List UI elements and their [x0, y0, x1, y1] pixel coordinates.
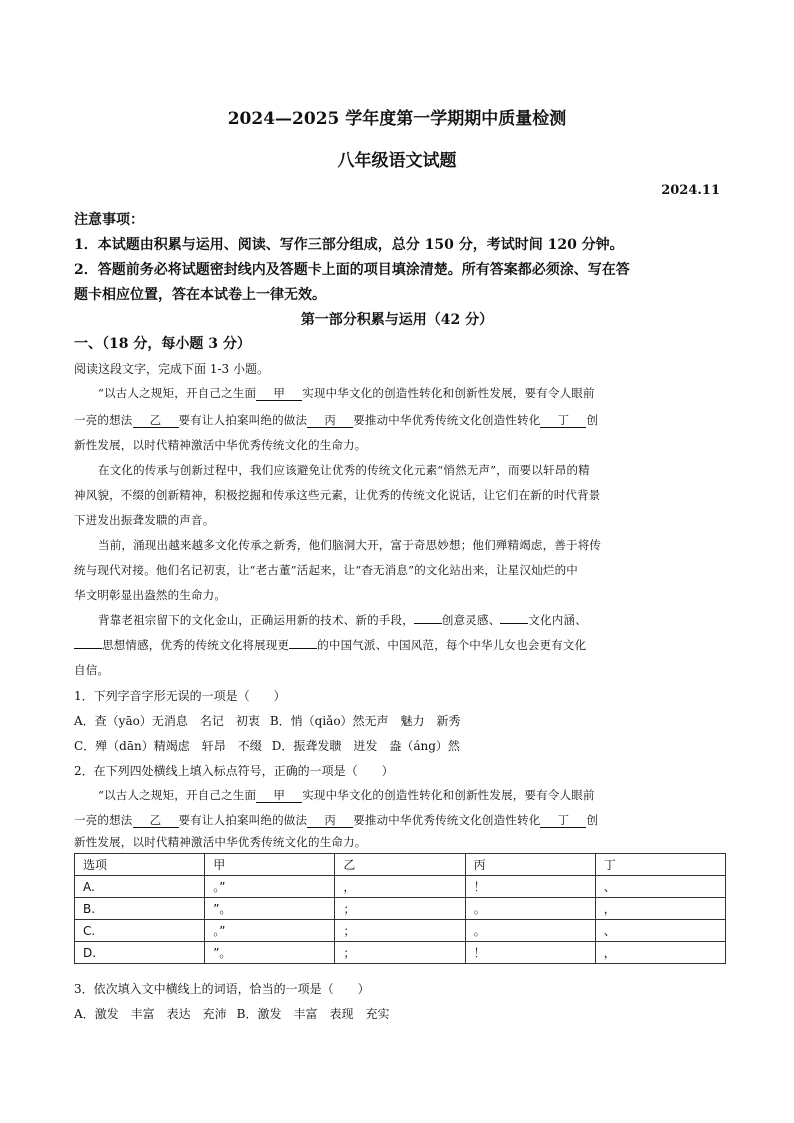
blank-ding: 丁 — [540, 414, 586, 428]
notice-item-1: 1．本试题由积累与运用、阅读、写作三部分组成，总分 150 分，考试时间 120 分钟。 — [74, 237, 624, 253]
q1-option-b[interactable]: B．悄（qiǎo）然无声 魅力 新秀 — [269, 714, 461, 728]
passage-p1-line-2: 一亮的想法 乙 要有让人拍案叫绝的做法 丙 要推动中华优秀传统文化创造性转化 丁 创 — [74, 413, 599, 427]
reading-instruction: 阅读这段文字，完成下面 1-3 小题。 — [74, 362, 269, 376]
exam-title: 2024—2025 学年度第一学期期中质量检测 — [227, 109, 567, 129]
q2-stem: 2．在下列四处横线上填入标点符号，正确的一项是（ ） — [74, 764, 394, 778]
table-header-cell: 乙 — [335, 854, 465, 876]
q1-option-d[interactable]: D．振聋发聩 迸发 盎（áng）然 — [271, 739, 460, 753]
table-cell: ； — [335, 942, 465, 964]
q2-passage-line-1: “以古人之规矩，开自己之生面 甲 实现中华文化的创造性转化和创新性发展，要有令人眼前 — [98, 788, 595, 802]
table-cell: ， — [335, 876, 465, 898]
q1-option-a[interactable]: A．查（yāo）无消息 名记 初衷 — [74, 714, 260, 728]
q2-blank-bing: 丙 — [307, 814, 353, 828]
table-cell: A. — [75, 876, 205, 898]
table-header-cell: 选项 — [75, 854, 205, 876]
table-cell: 、 — [595, 876, 725, 898]
blank-word-3 — [74, 648, 102, 649]
table-cell: ！ — [465, 876, 595, 898]
table-cell: 。 — [465, 920, 595, 942]
table-row[interactable] — [75, 920, 726, 942]
section-heading: 一、（18 分，每小题 3 分） — [74, 336, 251, 352]
table-cell: C. — [75, 920, 205, 942]
notice-item-2-line-2: 题卡相应位置，答在本试卷上一律无效。 — [74, 287, 326, 303]
q1-option-c[interactable]: C．殚（dān）精竭虑 轩昂 不缀 — [74, 739, 262, 753]
q1-stem: 1．下列字音字形无误的一项是（ ） — [74, 689, 286, 703]
passage-p2-line-1: 在文化的传承与创新过程中，我们应该避免让优秀的传统文化元素“悄然无声”，而要以轩昂的精 — [98, 463, 590, 477]
table-cell: ， — [595, 942, 725, 964]
passage-p3-line-3: 华文明彰显出盎然的生命力。 — [74, 588, 227, 602]
notice-item-2-line-1: 2．答题前务必将试题密封线内及答题卡上面的项目填涂清楚。所有答案都必须涂、写在答 — [74, 262, 630, 278]
notice-heading: 注意事项： — [74, 212, 144, 228]
part1-title: 第一部分积累与运用（42 分） — [300, 312, 494, 328]
table-row[interactable] — [75, 876, 726, 898]
passage-p1-line-3: 新性发展，以时代精神激活中华优秀传统文化的生命力。 — [74, 438, 367, 452]
table-cell: ， — [595, 898, 725, 920]
q2-answer-table — [74, 853, 726, 964]
table-cell: D. — [75, 942, 205, 964]
table-header-cell: 甲 — [205, 854, 335, 876]
table-header-cell: 丙 — [465, 854, 595, 876]
blank-word-4 — [289, 648, 317, 649]
q3-stem: 3．依次填入文中横线上的词语，恰当的一项是（ ） — [74, 982, 370, 996]
passage-p3-line-2: 统与现代对接。他们名记初衷，让“老古董”活起来，让“杳无消息”的文化站出来，让星汉灿烂的中 — [74, 563, 579, 577]
blank-word-2 — [500, 623, 528, 624]
blank-jia: 甲 — [256, 387, 302, 401]
q2-blank-jia: 甲 — [256, 789, 302, 803]
q2-blank-yi: 乙 — [133, 814, 179, 828]
passage-p2-line-3: 下迸发出振聋发聩的声音。 — [74, 513, 215, 527]
table-row[interactable] — [75, 942, 726, 964]
q2-blank-ding: 丁 — [540, 814, 586, 828]
q2-passage-line-3: 新性发展，以时代精神激活中华优秀传统文化的生命力。 — [74, 835, 367, 849]
table-cell: 。 — [465, 898, 595, 920]
q3-options-row-1 — [74, 1005, 390, 1022]
q1-options-row-2 — [74, 737, 460, 754]
table-cell: ； — [335, 920, 465, 942]
passage-p4-line-2: 思想情感，优秀的传统文化将展现更 的中国气派、中国风范，每个中华儿女也会更有文化 — [74, 637, 586, 653]
blank-yi: 乙 — [133, 414, 179, 428]
table-cell: ！ — [465, 942, 595, 964]
table-cell: ”。 — [205, 898, 335, 920]
passage-p4-line-3: 自信。 — [74, 663, 110, 677]
table-cell: B. — [75, 898, 205, 920]
table-header-cell: 丁 — [595, 854, 725, 876]
q1-options-row-1 — [74, 712, 461, 729]
table-cell: 、 — [595, 920, 725, 942]
passage-p1-line-1: “以古人之规矩，开自己之生面 甲 实现中华文化的创造性转化和创新性发展，要有令人眼前 — [98, 386, 595, 400]
blank-bing: 丙 — [307, 414, 353, 428]
exam-subtitle: 八年级语文试题 — [337, 151, 457, 171]
table-cell: 。” — [205, 876, 335, 898]
table-cell: 。” — [205, 920, 335, 942]
q3-option-b[interactable]: B．激发 丰富 表现 充实 — [236, 1007, 390, 1021]
table-header-row — [75, 854, 726, 876]
table-cell: ； — [335, 898, 465, 920]
table-row[interactable] — [75, 898, 726, 920]
q2-passage-line-2: 一亮的想法 乙 要有让人拍案叫绝的做法 丙 要推动中华优秀传统文化创造性转化 丁 创 — [74, 813, 599, 827]
table-cell: ”。 — [205, 942, 335, 964]
blank-word-1 — [414, 623, 442, 624]
passage-p3-line-1: 当前，涌现出越来越多文化传承之新秀，他们脑洞大开，富于奇思妙想；他们殚精竭虑，善于将传 — [98, 538, 602, 552]
exam-date: 2024.11 — [661, 183, 720, 198]
passage-p2-line-2: 神风貌，不缀的创新精神，积极挖掘和传承这些元素，让优秀的传统文化说话，让它们在新的时代背景 — [74, 488, 601, 502]
q3-option-a[interactable]: A．激发 丰富 表达 充沛 — [74, 1007, 227, 1021]
passage-p4-line-1: 背靠老祖宗留下的文化金山，正确运用新的技术、新的手段， 创意灵感、 文化内涵、 — [98, 613, 587, 627]
